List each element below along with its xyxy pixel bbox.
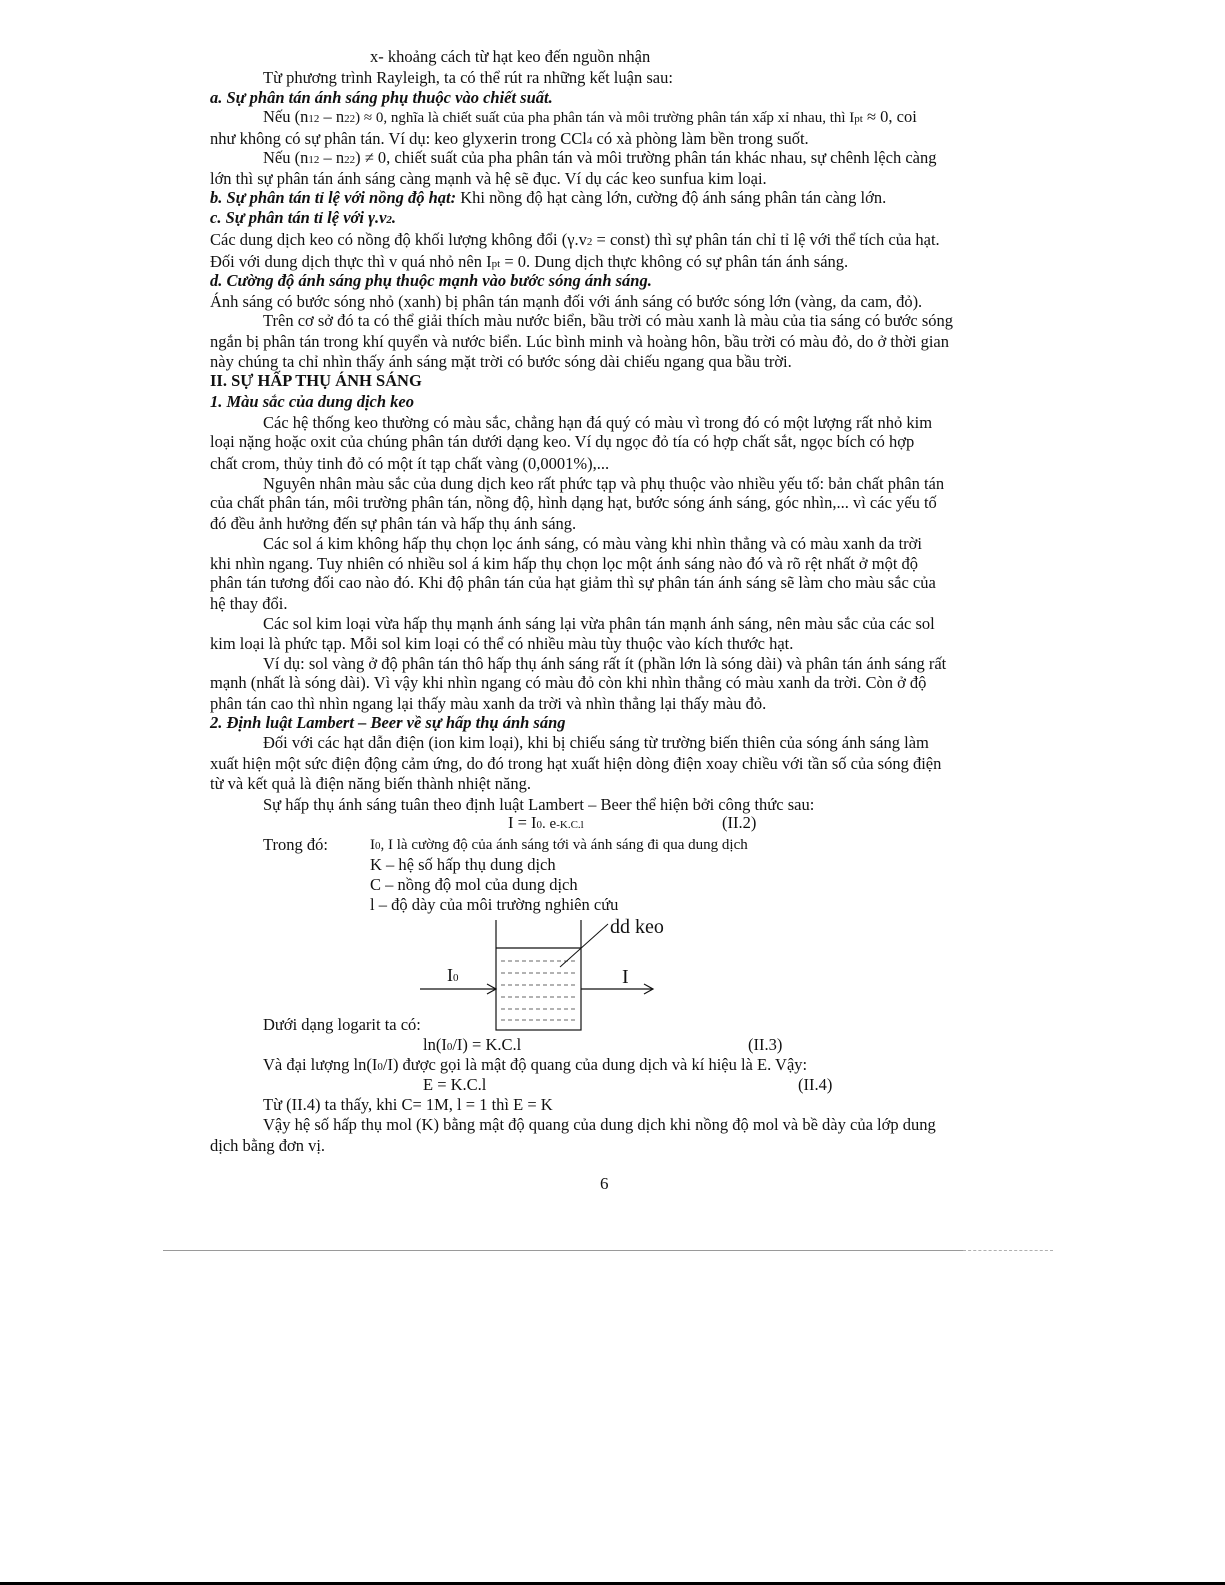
text-line: của chất phân tán, môi trường phân tán, nồng độ, hình dạng hạt, bước sóng ánh sáng, góc nhìn,... vì các yếu tố xyxy=(210,493,937,512)
equation-number: (II.2) xyxy=(722,813,757,832)
text-line: Vậy hệ số hấp thụ mol (K) bằng mật độ quang của dung dịch khi nồng độ mol và bề dày của lớp dung xyxy=(263,1115,936,1134)
text-line: này chúng ta chỉ nhìn thấy ánh sáng mặt trời có bước sóng dài chiếu ngang qua bầu trời. xyxy=(210,352,792,371)
text-line: lớn thì sự phân tán ánh sáng càng mạnh và hệ sẽ đục. Ví dụ các keo sunfua kim loại. xyxy=(210,169,767,188)
equation-II-3: ln(I0/I) = K.C.l xyxy=(423,1035,522,1054)
page-divider-dashed xyxy=(963,1250,1053,1252)
equation-number: (II.3) xyxy=(748,1035,783,1054)
heading-d: d. Cường độ ánh sáng phụ thuộc mạnh vào bước sóng ánh sáng. xyxy=(210,271,652,290)
text-line: kim loại là phức tạp. Mỗi sol kim loại có thể có nhiều màu tùy thuộc vào kích thước hạt. xyxy=(210,634,794,653)
text-line: Ánh sáng có bước sóng nhỏ (xanh) bị phân tán mạnh đối với ánh sáng có bước sóng lớn (vàng, da cam, đỏ). xyxy=(210,292,923,311)
section-heading-II: II. SỰ HẤP THỤ ÁNH SÁNG xyxy=(210,371,422,390)
text-line: Trong đó: xyxy=(263,835,328,854)
text-line: Trên cơ sở đó ta có thể giải thích màu nước biển, bầu trời có màu xanh là màu của tia sáng có bước sóng xyxy=(263,311,954,330)
definition-line: l – độ dày của môi trường nghiên cứu xyxy=(370,895,619,914)
text-line: b. Sự phân tán tỉ lệ với nồng độ hạt: Khi nồng độ hạt càng lớn, cường độ ánh sáng phân tán càng lớn. xyxy=(210,188,887,207)
text-line: ngắn bị phân tán trong khí quyển và nước biển. Lúc bình minh và hoàng hôn, bầu trời có màu đỏ, do ở thời gian xyxy=(210,332,949,351)
text-line: Các sol kim loại vừa hấp thụ mạnh ánh sáng lại vừa phân tán mạnh ánh sáng, nên màu sắc của các sol xyxy=(263,614,935,633)
text-line: chất crom, thủy tinh đỏ có một ít tạp chất vàng (0,0001%),... xyxy=(210,454,610,473)
text-line: mạnh (nhất là sóng dài). Vì vậy khi nhìn ngang có màu đỏ còn khi nhìn thẳng có màu xanh da trời. Còn ở độ xyxy=(210,673,927,692)
text-line: Dưới dạng logarit ta có: xyxy=(263,1015,421,1034)
text-line: khi nhìn ngang. Tuy nhiên có nhiều sol á kim hấp thụ chọn lọc một ánh sáng nào đó và rõ rệt nhất ở một độ xyxy=(210,554,919,573)
cuvette-outline xyxy=(496,920,581,1030)
page-number: 6 xyxy=(600,1174,609,1193)
text-line: Đối với dung dịch thực thì v quá nhỏ nên Ipt = 0. Dung dịch thực không có sự phân tán ánh sáng. xyxy=(210,252,849,271)
text-line: Đối với các hạt dẫn điện (ion kim loại), khi bị chiếu sáng từ trường biến thiên của sóng ánh sáng làm xyxy=(263,733,929,752)
text-line: hệ thay đổi. xyxy=(210,594,288,613)
heading-a: a. Sự phân tán ánh sáng phụ thuộc vào chiết suất. xyxy=(210,88,553,107)
text-line: Và đại lượng ln(I0/I) được gọi là mật độ quang của dung dịch và kí hiệu là E. Vậy: xyxy=(263,1055,808,1074)
text-line: đó đều ảnh hưởng đến sự phân tán và hấp thụ ánh sáng. xyxy=(210,514,577,533)
text-line: Nếu (n12 – n22) ≠ 0, chiết suất của pha phân tán và môi trường phân tán khác nhau, sự chênh lệch càng xyxy=(263,148,937,167)
equation-II-4: E = K.C.l xyxy=(423,1075,487,1094)
definition-line: K – hệ số hấp thụ dung dịch xyxy=(370,855,556,874)
equation-number: (II.4) xyxy=(798,1075,833,1094)
heading-1: 1. Màu sắc của dung dịch keo xyxy=(210,392,414,411)
heading-b: b. Sự phân tán tỉ lệ với nồng độ hạt: xyxy=(210,188,457,207)
text-line: phân tán cao thì nhìn ngang lại thấy màu xanh da trời và nhìn thẳng lại thấy màu đỏ. xyxy=(210,694,767,713)
text-line: Nếu (n12 – n22) ≈ 0, nghĩa là chiết suất của pha phân tán và môi trường phân tán xấp xỉ nhau, thì Ipt ≈ 0, coi xyxy=(263,107,917,126)
text-line: x- khoảng cách từ hạt keo đến nguồn nhận xyxy=(370,47,651,66)
definition-line: C – nồng độ mol của dung dịch xyxy=(370,875,578,894)
text-line: xuất hiện một sức điện động cảm ứng, do đó trong hạt xuất hiện dòng điện xoay chiều với tần số của sóng điện xyxy=(210,754,942,773)
diagram-label-I0: I0 xyxy=(447,965,459,985)
text-line: từ và kết quả là điện năng biến thành nhiệt năng. xyxy=(210,774,531,793)
text-line: phân tán tương đối cao nào đó. Khi độ phân tán của hạt giảm thì sự phân tán ánh sáng sẽ làm cho màu sắc của xyxy=(210,573,936,592)
definition-line: I0, I là cường độ của ánh sáng tới và ánh sáng đi qua dung dịch xyxy=(370,837,748,853)
text-line: Các sol á kim không hấp thụ chọn lọc ánh sáng, có màu vàng khi nhìn thẳng và có màu xanh da trời xyxy=(263,534,922,553)
label-pointer xyxy=(560,924,608,967)
text-line: Ví dụ: sol vàng ở độ phân tán thô hấp thụ ánh sáng rất ít (phần lớn là sóng dài) và phân tán ánh sáng rất xyxy=(263,654,947,673)
equation-II-2: I = I0. e-K.C.l xyxy=(508,813,584,832)
text-line: như không có sự phân tán. Ví dụ: keo glyxerin trong CCl4 có xà phòng làm bền trong suốt. xyxy=(210,129,809,148)
text-line: Các hệ thống keo thường có màu sắc, chẳng hạn đá quý có màu vì trong đó có một lượng rất nhỏ kim xyxy=(263,413,933,432)
text-line: Nguyên nhân màu sắc của dung dịch keo rất phức tạp và phụ thuộc vào nhiều yếu tố: bản chất phân tán xyxy=(263,474,945,493)
text-line: Sự hấp thụ ánh sáng tuân theo định luật Lambert – Beer thể hiện bởi công thức sau: xyxy=(263,795,815,814)
heading-2: 2. Định luật Lambert – Beer về sự hấp thụ ánh sáng xyxy=(210,713,566,732)
diagram-label-dd-keo: dd keo xyxy=(610,916,664,938)
page-divider xyxy=(163,1250,963,1251)
text-line: Từ phương trình Rayleigh, ta có thể rút ra những kết luận sau: xyxy=(263,68,673,87)
text-line: Từ (II.4) ta thấy, khi C= 1M, l = 1 thì E = K xyxy=(263,1095,553,1114)
text-line: Các dung dịch keo có nồng độ khối lượng không đổi (γ.v2 = const) thì sự phân tán chỉ tỉ lệ với thể tích của hạt. xyxy=(210,230,940,249)
text-line: dịch bằng đơn vị. xyxy=(210,1136,326,1155)
diagram-label-I: I xyxy=(622,966,629,988)
heading-c: c. Sự phân tán tỉ lệ với γ.v2. xyxy=(210,208,397,227)
text-line: loại nặng hoặc oxit của chúng phân tán dưới dạng keo. Ví dụ ngọc đỏ tía có hợp chất sắt, ngọc bích có hợp xyxy=(210,432,915,451)
